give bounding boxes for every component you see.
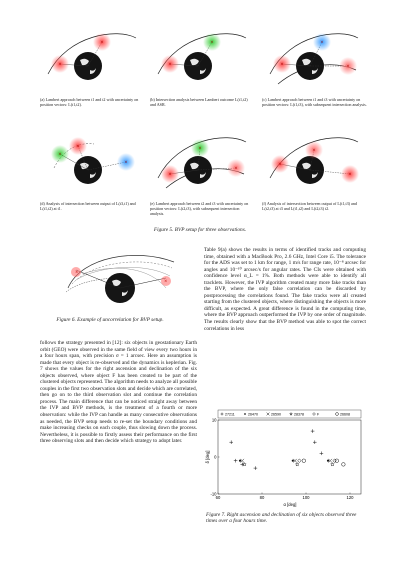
- legend-marker: [313, 413, 316, 416]
- y-tick-label: 0: [214, 454, 217, 460]
- legend-entry: 26590: [271, 412, 281, 417]
- data-point: [320, 452, 324, 456]
- plot-frame: [218, 420, 361, 494]
- figure-6-diagram: [62, 248, 182, 313]
- svg-text:×: ×: [198, 146, 202, 152]
- y-tick-label: 10: [211, 417, 217, 423]
- figure-panel-5b: [150, 30, 250, 92]
- legend-marker: [267, 413, 270, 416]
- caption-5d: (d) Analysis of intersection between output of L(t3,t1) and L(t1,t2) at t1.: [40, 201, 136, 211]
- legend-marker: [244, 413, 246, 415]
- data-point: [254, 466, 258, 470]
- caption-5f: (f) Analysis of intersection between output of L(t1,t3) and L(t2,t3) at t3 and L(t1,t2) and L(t2,t3) t2.: [262, 201, 357, 211]
- data-point: [335, 459, 339, 463]
- svg-text:×: ×: [234, 166, 238, 172]
- svg-text:×: ×: [346, 64, 350, 70]
- figure-7-chart: [204, 405, 366, 515]
- svg-text:×: ×: [280, 62, 284, 68]
- legend-marker: [290, 413, 293, 416]
- legend-entry: 27211: [225, 412, 235, 417]
- x-tick-label: 120: [346, 495, 354, 500]
- svg-text:×: ×: [58, 152, 62, 158]
- data-point: [298, 459, 302, 463]
- data-point: [342, 463, 346, 467]
- x-axis-label: α [deg]: [283, 502, 297, 507]
- legend-marker: [221, 413, 224, 416]
- caption-5c: (c) Lambert approach between t1 and t3 with uncertainty on position vectors: L(t1,t3), with subsequent intersection analysis.: [262, 97, 367, 107]
- svg-text:×: ×: [124, 160, 128, 166]
- figure-6-caption: Figure 6. Example of uncorrelation for BVP setup.: [56, 317, 164, 323]
- figure-panel-5a: [40, 30, 140, 92]
- svg-text:×: ×: [348, 172, 352, 178]
- svg-text:×: ×: [320, 40, 324, 46]
- svg-text:×: ×: [210, 40, 214, 46]
- data-point: [313, 440, 317, 444]
- caption-5b: (b) Intersection analysis between Lambert outcome L(t1,t2) and ASR.: [150, 97, 248, 107]
- figure-panel-5e: [150, 134, 250, 196]
- svg-text:×: ×: [168, 172, 172, 178]
- legend-marker: [336, 413, 339, 416]
- svg-text:×: ×: [76, 144, 80, 150]
- legend-entry: 26470: [248, 412, 258, 417]
- legend-entry: F: [317, 412, 320, 417]
- caption-5e: (e) Lambert approach between t2 and t3 with uncertainty on position vectors: L(t2,t3), with subsequent intersection analysis.: [150, 201, 249, 216]
- legend-entry: 26608: [340, 412, 350, 417]
- chart-points: [229, 429, 345, 470]
- x-tick-label: 100: [302, 495, 310, 500]
- svg-text:×: ×: [312, 148, 316, 154]
- x-tick-label: 60: [215, 495, 221, 500]
- right-column-paragraph: Table 9(a) shows the results in terms of identified tracks and computing time, obtained with a MacBook Pro, 2.6 GHz, Intel Core i5. The tolerance for the ADS was set to 1 km for range, 1 m/s for range rate, 10⁻⁸ arcsec for angles and 10⁻¹⁰ arcsec/s for angular rates. The CIs were obtained with confidence level α_L = 1%. Both methods were able to identify all tracklets. However, the IVP algorithm created many more fake tracks than the BVP, where the only false correlation can be discarded by postprocessing the correlations found. The fake tracks were all created starting from the clustered objects, where distinguishing the objects is more difficult, as expected. A great difference is found in the computing time, where the BVP approach outperformed the IVP by one order of magnitude. The results clearly show that the BVP method was able to spot the correct correlations in less: [204, 247, 366, 332]
- svg-text:×: ×: [58, 62, 62, 68]
- data-point: [327, 460, 329, 462]
- svg-text:×: ×: [164, 279, 168, 285]
- data-point: [229, 440, 233, 444]
- chart-axes: [210, 417, 354, 500]
- data-point: [295, 463, 298, 466]
- caption-5a: (a) Lambert approach between t1 and t2 with uncertainty on position vectors: L(t1,t2).: [40, 97, 139, 107]
- svg-text:×: ×: [168, 62, 172, 68]
- figure-panel-5c: [262, 30, 362, 92]
- figure-5-caption: Figure 5. BVP setup for three observations.: [153, 227, 247, 233]
- data-point: [331, 463, 334, 466]
- svg-text:×: ×: [100, 40, 104, 46]
- data-point: [239, 460, 241, 462]
- chart-legend: [221, 412, 350, 416]
- x-tick-label: 80: [259, 495, 265, 500]
- svg-text:×: ×: [75, 270, 79, 276]
- figure-7-caption: Figure 7. Right ascension and declination of six objects observed three times over a four hours time.: [206, 512, 357, 524]
- data-point: [302, 459, 306, 463]
- data-point: [234, 459, 238, 463]
- y-axis-label: δ [deg]: [205, 450, 210, 464]
- data-point: [243, 463, 246, 466]
- figure-panel-5d: [40, 134, 140, 196]
- left-column-paragraph: follows the strategy presented in [12]: six objects in geostationary Earth orbit (GEO) were observed in the same field of view every two hours in a four hours span, with precision σ = 1 arcsec. Here an assumption is made that every object is re-observed and the dynamics is keplerian. Fig. 7 shows the values for the right ascension and declination of the six objects observed, where object F has been created to be part of the clustered objects represented. The algorithm needs to analyze all possible couples in the first two observation slots and decide which are correlated, then go on to the third observation slot and continue the correlation process. The main difference that can be noticed straight away between the IVP and BVP methods, is the treatment of a fourth or more observation: while the IVP can handle as many consecutive observations as needed, the BVP setup needs to re-set the boundary conditions and make increasing checks on each couple, thus slowing down the process. Nevertheless, it is possible to firstly assess their performance on the first three observing slots and then decide which strategy to adopt later.: [40, 340, 197, 445]
- legend-entry: 28378: [294, 412, 304, 417]
- data-point: [292, 460, 294, 462]
- data-point: [311, 429, 315, 433]
- figure-panel-5f: [262, 134, 362, 196]
- y-tick-label: -10: [210, 491, 217, 497]
- svg-text:×: ×: [278, 162, 282, 168]
